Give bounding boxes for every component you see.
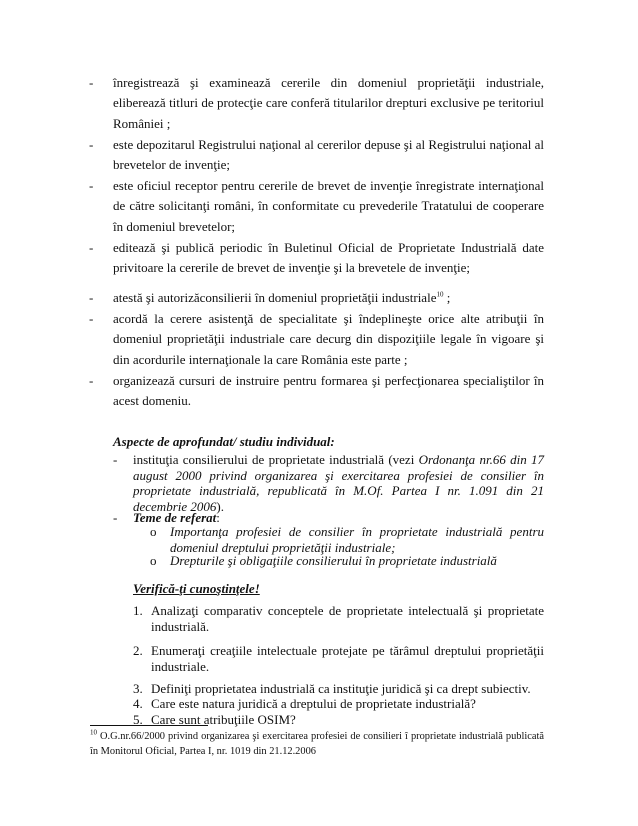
question-number: 3. bbox=[133, 681, 143, 696]
question-item bbox=[133, 712, 544, 728]
atributie-text: acordă la cerere asistenţă de specialitate şi îndeplineşte orice alte atribuţii în domeniul proprietăţii industriale care decurg din dispoziţiile legale în vigoare şi din acordurile internaţionale la care România este parte ; bbox=[113, 311, 544, 367]
atributie-item bbox=[89, 135, 544, 176]
studiu-text-end: ). bbox=[216, 498, 224, 514]
list-dash: - bbox=[89, 75, 94, 90]
question-item bbox=[133, 603, 544, 634]
list-dash: - bbox=[113, 510, 118, 525]
atributie-text: organizează cursuri de instruire pentru formarea şi perfecţionarea specialiştilor în acest domeniu. bbox=[113, 373, 544, 409]
atributie-text-end: ; bbox=[443, 290, 451, 305]
atributie-text: este oficiul receptor pentru cererile de brevet de invenţie înregistrate internaţional de către solicitanţi români, în conformitate cu prevederile Tratatului de cooperare în domeniul brevetelor; bbox=[113, 178, 544, 234]
footnote-text: O.G.nr.66/2000 privind organizarea şi exercitarea profesiei de consilieri î proprietate industrială publicată în Monitorul Oficial, Partea I, nr. 1019 din 21.12.2006 bbox=[90, 731, 544, 757]
list-dash: - bbox=[89, 137, 94, 152]
footnote bbox=[90, 729, 544, 759]
footnote-mark: 10 bbox=[90, 728, 97, 737]
bullet-icon: o bbox=[150, 524, 157, 539]
question-number: 5. bbox=[133, 712, 143, 727]
atributie-item bbox=[89, 371, 544, 412]
atributie-item bbox=[89, 73, 544, 134]
list-dash: - bbox=[89, 290, 94, 305]
list-dash: - bbox=[89, 311, 94, 326]
tema-text: Importanţa profesiei de consilier în proprietate industrială pentru domeniul dreptului proprietăţii industriale; bbox=[170, 524, 544, 555]
tema-item bbox=[150, 553, 544, 569]
list-dash: - bbox=[113, 452, 118, 467]
question-item bbox=[133, 696, 544, 712]
question-item bbox=[133, 643, 544, 674]
referat-colon: : bbox=[216, 510, 220, 525]
question-number: 1. bbox=[133, 603, 143, 618]
question-item bbox=[133, 681, 544, 697]
question-number: 4. bbox=[133, 696, 143, 711]
question-text: Definiţi proprietatea industrială ca instituţie juridică şi ca drept subiectiv. bbox=[151, 681, 531, 696]
verificare-heading: Verifică-ţi cunoştinţele! bbox=[133, 581, 260, 596]
list-dash: - bbox=[89, 373, 94, 388]
studiu-heading: Aspecte de aprofundat/ studiu individual: bbox=[113, 434, 335, 449]
question-number: 2. bbox=[133, 643, 143, 658]
tema-item bbox=[150, 524, 544, 555]
atributie-item bbox=[89, 288, 544, 308]
footnote-reference[interactable]: 10 bbox=[436, 290, 444, 299]
atributie-text: înregistrează şi examinează cererile din domeniul proprietăţii industriale, eliberează titluri de protecţie care conferă titularilor drepturi exclusive pe teritoriul României ; bbox=[113, 75, 544, 131]
tema-text: Drepturile şi obligaţiile consilierului în proprietate industrială bbox=[170, 553, 497, 568]
studiu-item bbox=[113, 452, 545, 514]
atributie-item bbox=[89, 238, 544, 279]
question-text: Analizaţi comparativ conceptele de proprietate intelectuală şi proprietate industrială. bbox=[151, 603, 544, 634]
atributie-text: este depozitarul Registrului naţional al cererilor depuse şi al Registrului naţional al brevetelor de invenţie; bbox=[113, 137, 544, 173]
referat-label: Teme de referat bbox=[133, 510, 217, 525]
atributie-text: editează şi publică periodic în Buletinul Oficial de Proprietate Industrială date privitoare la cererile de brevet de invenţie şi la brevetele de invenţie; bbox=[113, 240, 544, 276]
question-text: Enumeraţi creaţiile intelectuale protejate pe tărâmul dreptului proprietăţii industriale. bbox=[151, 643, 544, 674]
question-text: Care sunt atribuţiile OSIM? bbox=[151, 712, 296, 727]
list-dash: - bbox=[89, 240, 94, 255]
bullet-icon: o bbox=[150, 553, 157, 568]
atributie-item bbox=[89, 309, 544, 370]
footnote-divider bbox=[90, 725, 208, 726]
list-dash: - bbox=[89, 178, 94, 193]
atributie-text: atestă şi autorizăconsilierii în domeniul proprietăţii industriale bbox=[113, 290, 437, 305]
ordonanta-reference: Ordonanţa nr.66 din 17 august 2000 privind organizarea şi exercitarea profesiei de consilier în proprietate industrială, republicată în M.Of. Partea I nr. 1.091 din 21 decembrie 2006 bbox=[133, 452, 545, 514]
question-text: Care este natura juridică a dreptului de proprietate industrială? bbox=[151, 696, 476, 711]
atributie-item bbox=[89, 176, 544, 237]
studiu-text: instituţia consilierului de proprietate industrială (vezi bbox=[133, 452, 419, 467]
